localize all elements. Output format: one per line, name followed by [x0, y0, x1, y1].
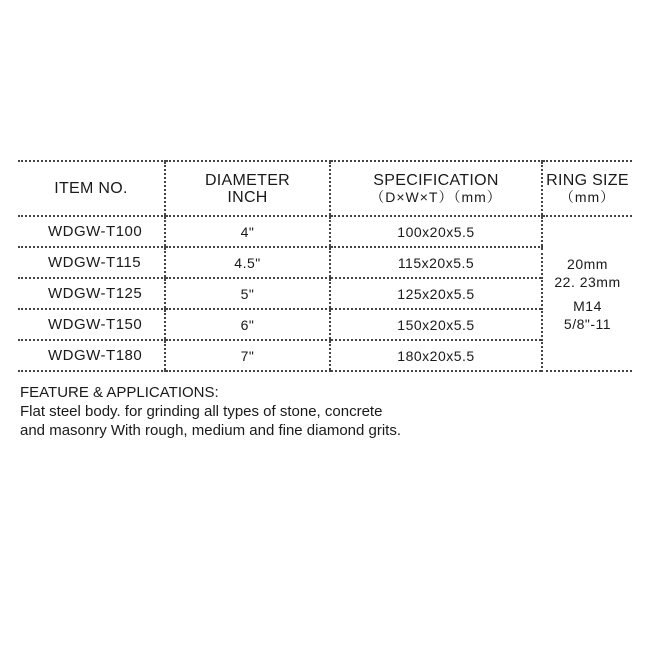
features-text-line1: Flat steel body. for grinding all types of stone, concrete: [20, 403, 383, 420]
diameter-cell: 4.5": [165, 247, 330, 278]
ring-size-group-metric: [543, 255, 632, 291]
spec-cell: 180x20x5.5: [330, 340, 542, 371]
ring-size-value: 20mm: [567, 255, 608, 272]
spec-cell: 125x20x5.5: [330, 278, 542, 309]
diameter-cell: 6": [165, 309, 330, 340]
diameter-cell: 5": [165, 278, 330, 309]
table-row: [18, 247, 632, 278]
header-ring-line2: （mm）: [559, 188, 616, 205]
header-spec-line2: （D×W×T）（mm）: [370, 188, 502, 205]
spec-cell: 115x20x5.5: [330, 247, 542, 278]
header-row: [18, 161, 632, 216]
header-specification: [330, 161, 542, 216]
table-row: [18, 309, 632, 340]
features-title: FEATURE & APPLICATIONS:: [20, 384, 219, 401]
ring-size-value: 5/8"-11: [563, 315, 612, 332]
features-text-line2: and masonry With rough, medium and fine diamond grits.: [20, 422, 402, 439]
table-row: [18, 340, 632, 371]
table-row: [18, 278, 632, 309]
spec-cell: 100x20x5.5: [330, 216, 542, 247]
header-ring-line1: RING SIZE: [546, 171, 629, 189]
header-ring-size: [542, 161, 632, 216]
item-cell: WDGW-T180: [18, 340, 165, 371]
item-cell: WDGW-T125: [18, 278, 165, 309]
header-diameter: [165, 161, 330, 216]
spec-table: [18, 160, 632, 372]
item-cell: WDGW-T115: [18, 247, 165, 278]
ring-size-value: 22. 23mm: [554, 273, 621, 290]
header-diameter-line1: DIAMETER: [204, 171, 291, 189]
header-diameter-line2: INCH: [227, 188, 268, 206]
header-item-no-label: ITEM NO.: [54, 180, 128, 197]
ring-size-group-thread: [543, 297, 632, 333]
features-section: [20, 383, 630, 440]
diameter-cell: 7": [165, 340, 330, 371]
item-cell: WDGW-T150: [18, 309, 165, 340]
header-item-no: [18, 161, 165, 216]
table-row: [18, 216, 632, 247]
header-spec-line1: SPECIFICATION: [373, 171, 499, 189]
spec-cell: 150x20x5.5: [330, 309, 542, 340]
ring-size-value: M14: [573, 297, 602, 314]
diameter-cell: 4": [165, 216, 330, 247]
ring-size-cell: [542, 216, 632, 371]
item-cell: WDGW-T100: [18, 216, 165, 247]
